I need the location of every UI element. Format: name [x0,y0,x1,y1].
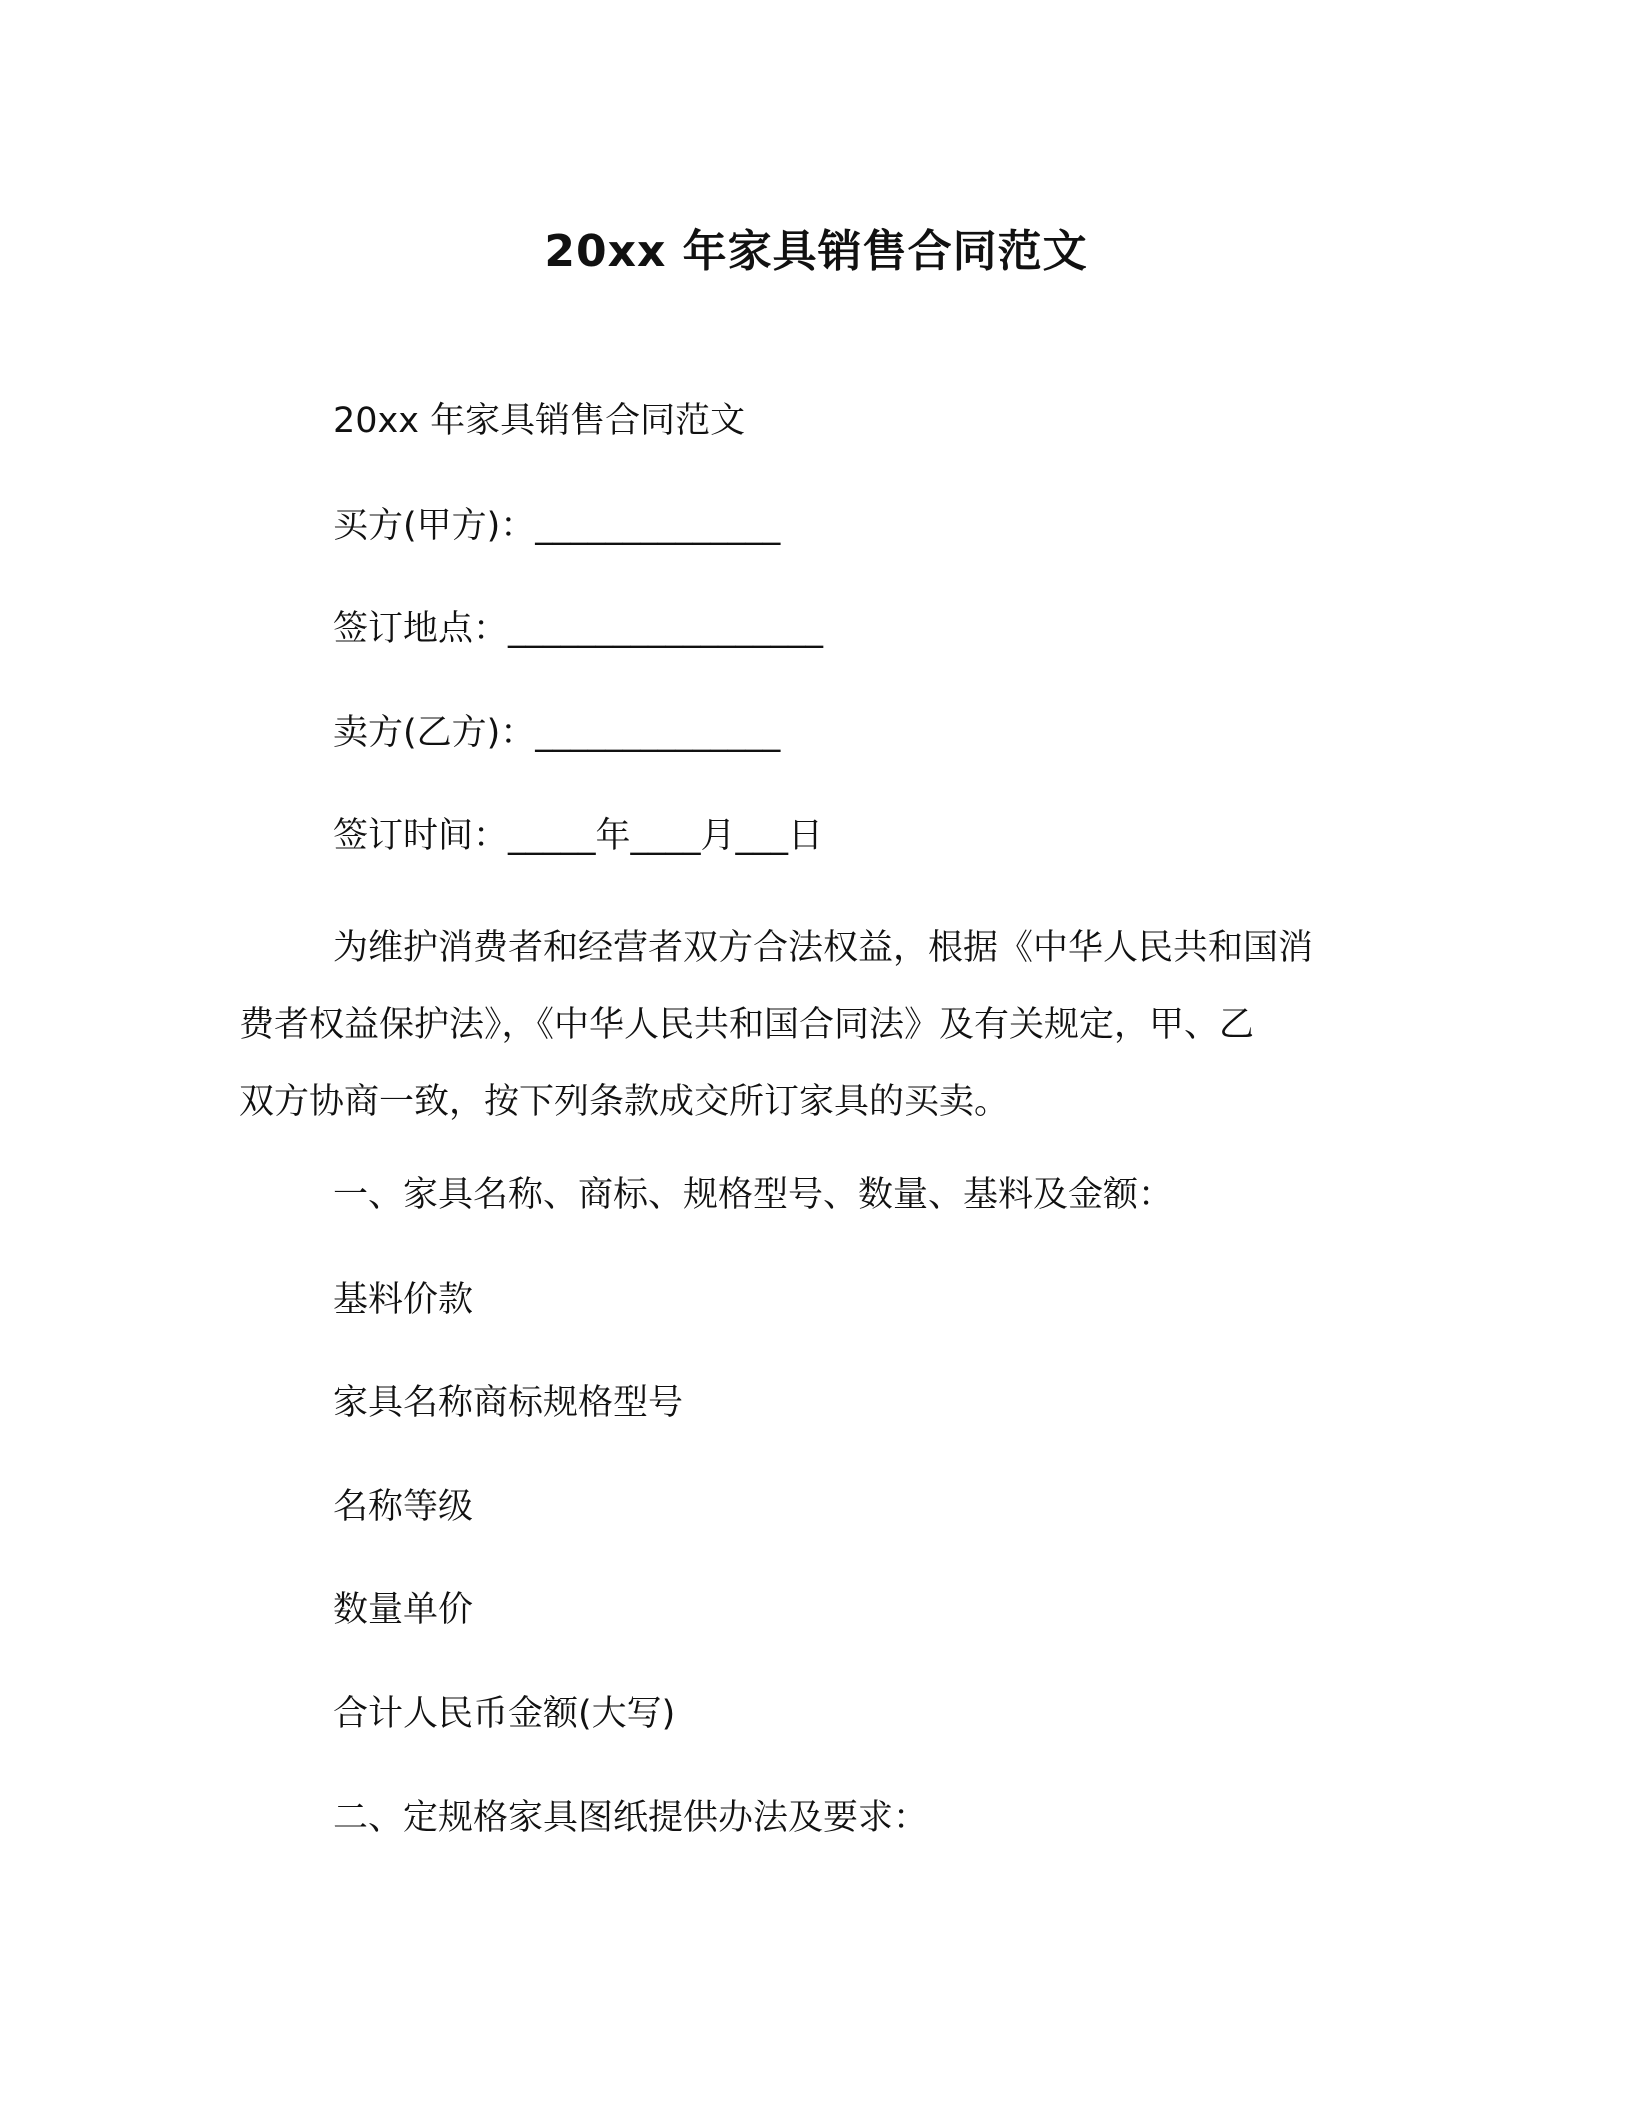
item-base-price: 基料价款 [333,1280,474,1320]
preamble-line: 为维护消费者和经营者双方合法权益，根据《中华人民共和国消 [333,928,1314,968]
buyer-field-line: 买方(甲方)：______________ [333,506,781,546]
item-total-rmb: 合计人民币金额(大写) [333,1694,676,1734]
section-2-heading: 二、定规格家具图纸提供办法及要求： [333,1798,929,1838]
preamble-paragraph [239,910,1389,1141]
preamble-line: 双方协商一致，按下列条款成交所订家具的买卖。 [239,1082,1010,1122]
document-subtitle: 20xx 年家具销售合同范文 [333,401,746,441]
item-name-grade: 名称等级 [333,1487,474,1527]
section-1-heading: 一、家具名称、商标、规格型号、数量、基料及金额： [333,1175,1174,1215]
item-quantity-unit-price: 数量单价 [333,1590,474,1630]
preamble-line: 费者权益保护法》，《中华人民共和国合同法》及有关规定，甲、乙 [239,1005,1255,1045]
sign-time-field-line: 签订时间：_____年____月___日 [333,816,824,856]
item-name-brand-spec: 家具名称商标规格型号 [333,1383,684,1423]
document-title: 20xx 年家具销售合同范文 [544,226,1088,277]
sign-place-field-line: 签订地点：__________________ [333,609,824,649]
seller-field-line: 卖方(乙方)：______________ [333,713,781,753]
